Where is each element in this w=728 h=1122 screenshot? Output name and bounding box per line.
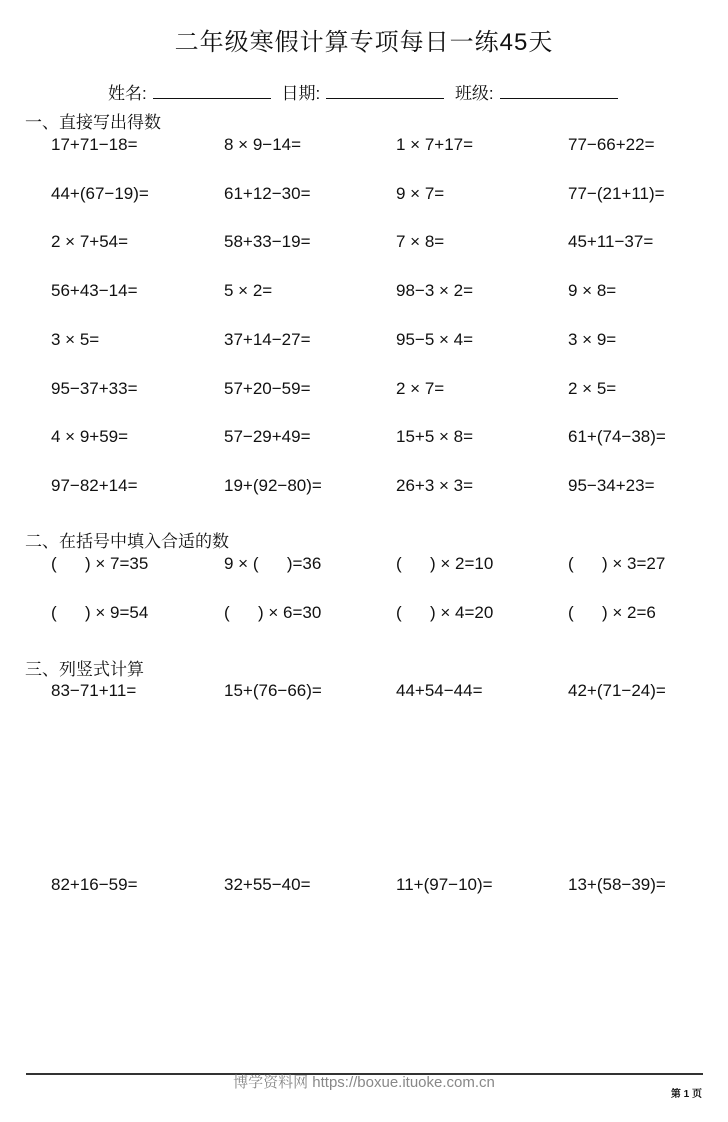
math-problem: 56+43−14= xyxy=(51,281,138,300)
math-problem: 9 × ( )=36 xyxy=(224,554,322,573)
math-problem: 44+54−44= xyxy=(396,681,483,700)
math-problem: 17+71−18= xyxy=(51,135,138,154)
math-problem: 95−5 × 4= xyxy=(396,330,474,349)
math-problem: 1 × 7+17= xyxy=(396,135,474,154)
math-problem: ( ) × 3=27 xyxy=(568,554,666,573)
math-problem: 44+(67−19)= xyxy=(51,184,149,203)
math-problem: 15+(76−66)= xyxy=(224,681,322,700)
math-problem: ( ) × 7=35 xyxy=(51,554,149,573)
math-problem: 32+55−40= xyxy=(224,875,311,894)
problem-row xyxy=(0,379,728,403)
class-field[interactable] xyxy=(500,84,618,99)
problem-row xyxy=(0,330,728,354)
math-problem: ( ) × 6=30 xyxy=(224,603,322,622)
math-problem: 11+(97−10)= xyxy=(396,875,493,894)
math-problem: ( ) × 2=6 xyxy=(568,603,656,622)
math-problem: 15+5 × 8= xyxy=(396,427,474,446)
math-problem: 83−71+11= xyxy=(51,681,137,700)
class-label: 班级: xyxy=(454,84,494,103)
problem-row xyxy=(0,875,728,899)
math-problem: 3 × 5= xyxy=(51,330,100,349)
math-problem: 58+33−19= xyxy=(224,232,311,251)
date-label: 日期: xyxy=(281,84,321,103)
page-title: 二年级寒假计算专项每日一练45天 xyxy=(174,29,554,56)
section-heading-direct-answers: 一、直接写出得数 xyxy=(25,113,161,132)
math-problem: 7 × 8= xyxy=(396,232,445,251)
math-problem: 95−37+33= xyxy=(51,379,138,398)
math-problem: ( ) × 2=10 xyxy=(396,554,494,573)
math-problem: 77−(21+11)= xyxy=(568,184,665,203)
math-problem: 82+16−59= xyxy=(51,875,138,894)
problem-row xyxy=(0,135,728,159)
math-problem: ( ) × 9=54 xyxy=(51,603,149,622)
math-problem: 42+(71−24)= xyxy=(568,681,666,700)
math-problem: 9 × 7= xyxy=(396,184,445,203)
footer-watermark: 博学资料网 https://boxue.ituoke.com.cn xyxy=(233,1074,495,1091)
problem-row xyxy=(0,554,728,578)
problem-row xyxy=(0,184,728,208)
math-problem: 95−34+23= xyxy=(568,476,655,495)
problem-row xyxy=(0,427,728,451)
math-problem: 9 × 8= xyxy=(568,281,617,300)
name-field[interactable] xyxy=(153,84,271,99)
math-problem: 3 × 9= xyxy=(568,330,617,349)
math-problem: 45+11−37= xyxy=(568,232,654,251)
problem-row xyxy=(0,603,728,627)
math-problem: 57−29+49= xyxy=(224,427,311,446)
math-problem: 2 × 7+54= xyxy=(51,232,129,251)
math-problem: 97−82+14= xyxy=(51,476,138,495)
math-problem: 57+20−59= xyxy=(224,379,311,398)
math-problem: 2 × 5= xyxy=(568,379,617,398)
date-field[interactable] xyxy=(326,84,444,99)
math-problem: 8 × 9−14= xyxy=(224,135,302,154)
problem-row xyxy=(0,476,728,500)
problem-row xyxy=(0,232,728,256)
math-problem: 77−66+22= xyxy=(568,135,655,154)
problem-row xyxy=(0,681,728,705)
math-problem: 19+(92−80)= xyxy=(224,476,322,495)
math-problem: 2 × 7= xyxy=(396,379,445,398)
section-heading-vertical-calc: 三、列竖式计算 xyxy=(25,660,144,679)
problem-row xyxy=(0,281,728,305)
name-label: 姓名: xyxy=(108,84,147,103)
math-problem: ( ) × 4=20 xyxy=(396,603,494,622)
page-number: 第 1 页 xyxy=(670,1089,702,1100)
math-problem: 98−3 × 2= xyxy=(396,281,474,300)
math-problem: 26+3 × 3= xyxy=(396,476,474,495)
math-problem: 5 × 2= xyxy=(224,281,273,300)
math-problem: 13+(58−39)= xyxy=(568,875,666,894)
student-info-line xyxy=(108,79,624,104)
math-problem: 61+12−30= xyxy=(224,184,311,203)
math-problem: 37+14−27= xyxy=(224,330,311,349)
section-heading-fill-brackets: 二、在括号中填入合适的数 xyxy=(25,532,229,551)
math-problem: 4 × 9+59= xyxy=(51,427,129,446)
math-problem: 61+(74−38)= xyxy=(568,427,666,446)
